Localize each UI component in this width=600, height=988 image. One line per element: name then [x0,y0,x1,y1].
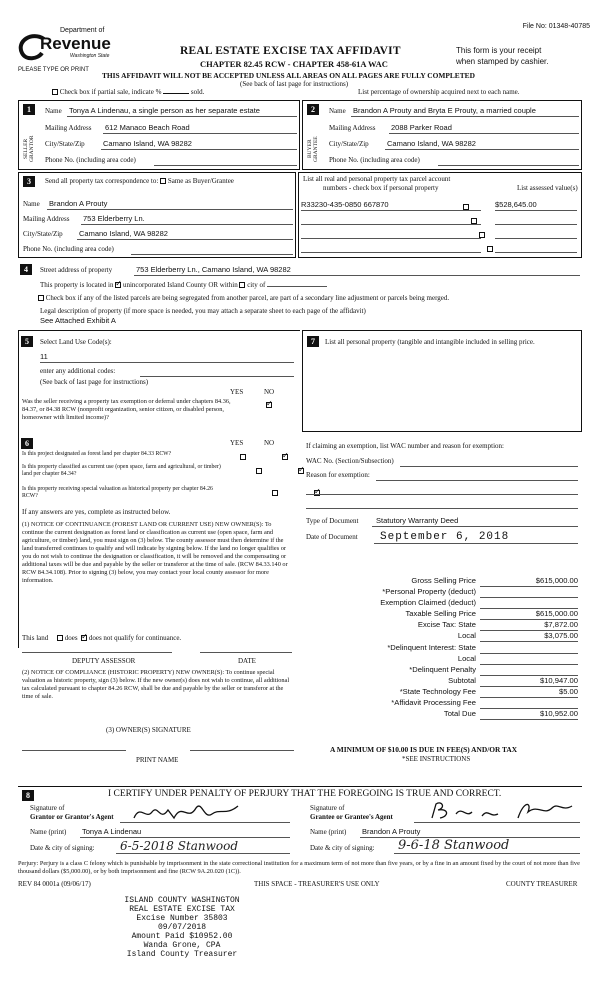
buyer-name-label: Name [329,107,346,115]
segregated-checkbox[interactable] [38,295,44,301]
wac-label: WAC No. (Section/Subsection) [306,457,394,465]
s6-q2: Is this property classified as current use (open space, farm and agricultural, or timber) land per chapter 84.34? [22,464,221,477]
seller-mail-label: Mailing Address [45,124,92,132]
section-8-number: 8 [22,790,34,801]
dor-logo [18,27,128,67]
seller-box [18,100,300,170]
parcel-4-personal-checkbox[interactable] [487,246,493,252]
logo-name: Revenue [40,34,111,53]
file-number: File No: 01348-40785 [522,23,590,30]
stamp-line: Wanda Grone, CPA [143,941,221,950]
same-as-buyer-label: Same as Buyer/Grantee [167,177,234,185]
grantee-agent-label: Grantee or Grantee's Agent [310,813,393,821]
city-of-label: city of [247,281,266,289]
s5-yes: YES [230,388,244,396]
assessed-header: List assessed value(s) [517,184,578,192]
s3-city[interactable]: Camano Island, WA 98282 [79,229,168,238]
financial-label: *Delinquent Interest: State [387,642,476,652]
grantor-name[interactable]: Tonya A Lindenau [82,827,142,836]
financial-row [306,676,582,687]
grantee-date-label: Date & city of signing: [310,844,375,852]
s6-no: NO [264,439,275,447]
financial-row [306,576,582,587]
s3-name-label: Name [23,200,40,208]
buyer-mail-label: Mailing Address [329,124,376,132]
personal-property-label: List all personal property (tangible and intangible included in selling price. [325,338,535,346]
s3-mail-label: Mailing Address [23,215,70,223]
financial-label: Total Due [443,709,476,719]
warning-text: THIS AFFIDAVIT WILL NOT BE ACCEPTED UNLESS ALL AREAS ON ALL PAGES ARE FULLY COMPLETED [102,71,475,80]
exemption-label: If claiming an exemption, list WAC number and reason for exemption: [306,442,504,450]
additional-codes-label: enter any additional codes: [40,367,116,375]
stamp-line: REAL ESTATE EXCISE TAX [129,905,235,914]
does-not-qualify-checkbox[interactable] [81,635,87,641]
financial-row [306,654,582,665]
seller-name-label: Name [45,107,62,115]
financial-value[interactable]: $7,872.00 [480,620,578,631]
buyer-phone-label: Phone No. (including area code) [329,156,420,164]
stamp-line: Excise Number 35803 [136,914,228,923]
financial-row [306,698,582,709]
grantee-name[interactable]: Brandon A Prouty [362,827,421,836]
financial-label: Exemption Claimed (deduct) [380,598,476,608]
financial-value[interactable]: $615,000.00 [480,576,578,587]
s6-q2-no-checkbox[interactable] [298,468,304,474]
financial-label: Taxable Selling Price [405,609,476,619]
s6-if-any: If any answers are yes, complete as instructed below. [22,508,171,516]
receipt-note-1: This form is your receipt [456,46,542,55]
seller-phone-label: Phone No. (including area code) [45,156,136,164]
minimum-note: A MINIMUM OF $10.00 IS DUE IN FEE(S) AND/OR TAX [330,745,518,754]
treasurer-stamp [108,896,256,959]
assessed-value[interactable]: $528,645.00 [495,200,537,209]
section-3-number: 3 [23,176,35,187]
logo-dept: Department of [60,27,105,34]
parcel-number[interactable]: R33230-435-0850 667870 [301,200,389,209]
owner-signature-label: (3) OWNER(S) SIGNATURE [106,726,191,734]
financial-value[interactable]: $615,000.00 [480,609,578,620]
see-instructions: *SEE INSTRUCTIONS [402,755,471,763]
grantee-name-label: Name (print) [310,828,347,836]
financial-value[interactable] [480,654,578,665]
compliance-notice: (2) NOTICE OF COMPLIANCE (HISTORIC PROPERTY) NEW OWNER(S): To continue special valuation as historic property, sign (3) below. If the new owner(s) does not wish to continue, all additional tax calculated pursuant to chapter 84.26 RCW, shall be due and payable by the seller or transferor at the time of sale. [22,669,290,700]
financial-row [306,587,582,598]
s3-city-label: City/State/Zip [23,230,63,238]
date-label: DATE [238,657,256,665]
financial-value[interactable] [480,598,578,609]
financial-value[interactable]: $5.00 [480,687,578,698]
financial-row [306,709,582,720]
stamp-line: 09/07/2018 [157,923,206,932]
s6-q3: Is this property receiving special valuation as historical property per chapter 84.26 RCW? [22,486,213,499]
financial-value[interactable]: $10,947.00 [480,676,578,687]
segregated-row [38,294,583,302]
s3-name[interactable]: Brandon A Prouty [49,199,108,208]
street-label: Street address of property [40,266,113,274]
section-7-number: 7 [307,336,319,347]
does-not-label: does not qualify for continuance. [88,634,182,642]
financial-label: *Delinquent Penalty [409,664,476,674]
s3-mail[interactable]: 753 Elderberry Ln. [83,214,145,223]
land-use-code[interactable]: 11 [40,352,48,361]
land-use-label: Select Land Use Code(s): [40,338,112,346]
this-land-label: This land [22,634,49,642]
located-row [40,281,327,289]
same-as-buyer-checkbox[interactable] [160,178,166,184]
parcel-3-personal-checkbox[interactable] [479,232,485,238]
city-checkbox[interactable] [239,282,245,288]
does-qualify-checkbox[interactable] [57,635,63,641]
stamp-line: Amount Paid $10952.00 [131,932,233,941]
section-2-number: 2 [307,104,319,115]
grantor-sig-label: Signature of [30,804,65,812]
grantor-name-label: Name (print) [30,828,67,836]
grantee-signature[interactable] [428,798,578,824]
please-type: PLEASE TYPE OR PRINT [18,67,89,73]
financial-value[interactable] [480,587,578,598]
financial-row [306,687,582,698]
sold-label: sold. [190,88,205,96]
stamp-line: Island County Treasurer [126,950,238,959]
financial-row [306,620,582,631]
logo-state: Washington State [70,53,110,59]
section-4-number: 4 [20,264,32,275]
financial-row [306,643,582,654]
s6-q1-no-checkbox[interactable] [282,454,288,460]
s5-no-checkbox[interactable] [266,402,272,408]
see-back-note: (See back of last page for instructions) [240,80,349,88]
financial-label: *State Technology Fee [399,686,476,696]
financial-row [306,609,582,620]
doc-date-label: Date of Document [306,533,358,541]
section-1-number: 1 [23,104,35,115]
s6-yes: YES [230,439,244,447]
parcel-header-1: List all real and personal property tax parcel account [303,175,451,183]
financial-label: Excise Tax: State [417,620,476,630]
s6-q2-yes-checkbox[interactable] [256,468,262,474]
parcel-header-2: numbers - check box if personal property [323,184,439,192]
section-5-number: 5 [21,336,33,347]
financials-table [306,576,582,720]
section-6-number: 6 [21,438,33,449]
land-use-see-back: (See back of last page for instructions) [40,378,149,386]
certify-statement: I CERTIFY UNDER PENALTY OF PERJURY THAT THE FOREGOING IS TRUE AND CORRECT. [108,789,502,799]
located-label: This property is located in [40,281,114,289]
s3-phone-label: Phone No. (including area code) [23,245,114,253]
continuance-row [22,634,181,642]
financial-value[interactable]: $3,075.00 [480,631,578,642]
seller-mail[interactable]: 612 Manaco Beach Road [105,123,190,132]
financial-label: *Affidavit Processing Fee [391,698,476,708]
seller-side-label: SELLER GRANTOR [23,135,35,163]
county-treasurer-label: COUNTY TREASURER [506,880,578,888]
perjury-notice: Perjury: Perjury is a class C felony which is punishable by imprisonment in the state correctional institution for a maximum term of not more than five years, or by a fine in an amount fixed by the court of not more than five thousand dollars ($5,000.00), or by both imprisonment and fine (RCW 9A.20.020 (1C)). [18,860,580,875]
buyer-box [302,100,582,170]
buyer-side-label: BUYER GRANTEE [307,136,319,162]
buyer-name[interactable]: Brandon A Prouty and Bryta E Prouty, a married couple [353,106,536,115]
s6-q1: Is this project designated as forest land per chapter 84.33 RCW? [22,451,172,457]
segregated-label: Check box if any of the listed parcels are being segregated from another parcel, are part of a secondary line adjustment or parcels being merged. [45,294,450,302]
unincorporated-label: unincorporated Island County OR within [122,281,238,289]
parcel-2-personal-checkbox[interactable] [471,218,477,224]
grantee-date-city[interactable]: 9-6-18 Stanwood [398,838,510,853]
financial-value[interactable] [480,698,578,709]
doc-date[interactable]: September 6, 2018 [380,531,510,543]
partial-sale-label: Check box if partial sale, indicate % [59,88,162,96]
does-label: does [64,634,78,642]
send-row [45,177,234,185]
buyer-city[interactable]: Camano Island, WA 98282 [387,139,476,148]
unincorporated-checkbox[interactable] [115,282,121,288]
financial-label: Local [457,631,476,641]
receipt-note-2: when stamped by cashier. [456,57,549,66]
s6-q1-yes-checkbox[interactable] [240,454,246,460]
doc-type-label: Type of Document [306,517,359,525]
financial-row [306,665,582,676]
personal-property-box [302,330,582,432]
percentage-note: List percentage of ownership acquired next to each name. [358,88,520,96]
buyer-city-label: City/State/Zip [329,140,369,148]
doc-type[interactable]: Statutory Warranty Deed [376,516,459,525]
grantor-agent-label: Grantor or Grantor's Agent [30,813,114,821]
financial-row [306,598,582,609]
financial-label: Subtotal [448,675,476,685]
form-title: REAL ESTATE EXCISE TAX AFFIDAVIT [180,45,401,57]
financial-label: Local [457,653,476,663]
buyer-mail[interactable]: 2088 Parker Road [391,123,452,132]
grantor-date-city[interactable]: 6-5-2018 Stanwood [120,839,239,853]
financial-label: *Personal Property (deduct) [382,587,476,597]
street-address[interactable]: 753 Elderberry Ln., Camano Island, WA 98282 [136,265,291,274]
treasurer-use-only: THIS SPACE - TREASURER'S USE ONLY [254,880,380,888]
grantor-signature[interactable] [130,800,250,824]
financial-label: Gross Selling Price [411,576,476,585]
grantor-date-label: Date & city of signing: [30,844,95,852]
seller-city[interactable]: Camano Island, WA 98282 [103,139,192,148]
financial-value[interactable]: $10,952.00 [480,709,578,720]
reason-label: Reason for exemption: [306,471,370,479]
seller-city-label: City/State/Zip [45,140,85,148]
stamp-line: ISLAND COUNTY WASHINGTON [124,896,240,905]
form-chapter: CHAPTER 82.45 RCW - CHAPTER 458-61A WAC [200,59,388,69]
print-name-label: PRINT NAME [136,756,179,764]
partial-sale-checkbox[interactable] [52,89,58,95]
form-revision: REV 84 0001a (09/06/17) [18,880,91,888]
legal-label: Legal description of property (if more space is needed, you may attach a separate sheet to each page of the affidavit) [40,307,366,315]
grantee-sig-label: Signature of [310,804,345,812]
deputy-assessor-label: DEPUTY ASSESSOR [72,657,136,665]
legal-description[interactable]: See Attached Exhibit A [40,316,116,325]
s6-q3-yes-checkbox[interactable] [272,490,278,496]
financial-value[interactable] [480,665,578,676]
s5-question: Was the seller receiving a property tax exemption or deferral under chapters 84.36, 84.37, or 84.38 RCW (nonprofit organization, senior citizen, or disabled person, homeowner with limited income)? [22,398,231,421]
continuance-notice: (1) NOTICE OF CONTINUANCE (FOREST LAND OR CURRENT USE) NEW OWNER(S): To continue the current designation as forest land or classification as current use (open space, farm and agriculture, or timber) land, you must sign on (3) below. The county assessor must then determine if the land transferred continues to qualify and will indicate by signing below. If the land no longer qualifies or you do not wish to continue the designation or classification, it will be removed and the compensating or additional taxes will be due and payable by the seller or transferor at the time of sale. (RCW 84.33.140 or RCW 84.34.108). Prior to signing (3) below, you may contact your local county assessor for more information. [22,521,288,584]
parcel-1-personal-checkbox[interactable] [463,204,469,210]
s5-no: NO [264,388,275,396]
tax-correspondence-box [18,172,296,258]
parcel-box [298,172,582,258]
seller-name[interactable]: Tonya A Lindenau, a single person as her separate estate [69,106,260,115]
send-label: Send all property tax correspondence to: [45,177,159,185]
financial-row [306,631,582,642]
financial-value[interactable] [480,643,578,654]
partial-sale-row [52,88,204,96]
